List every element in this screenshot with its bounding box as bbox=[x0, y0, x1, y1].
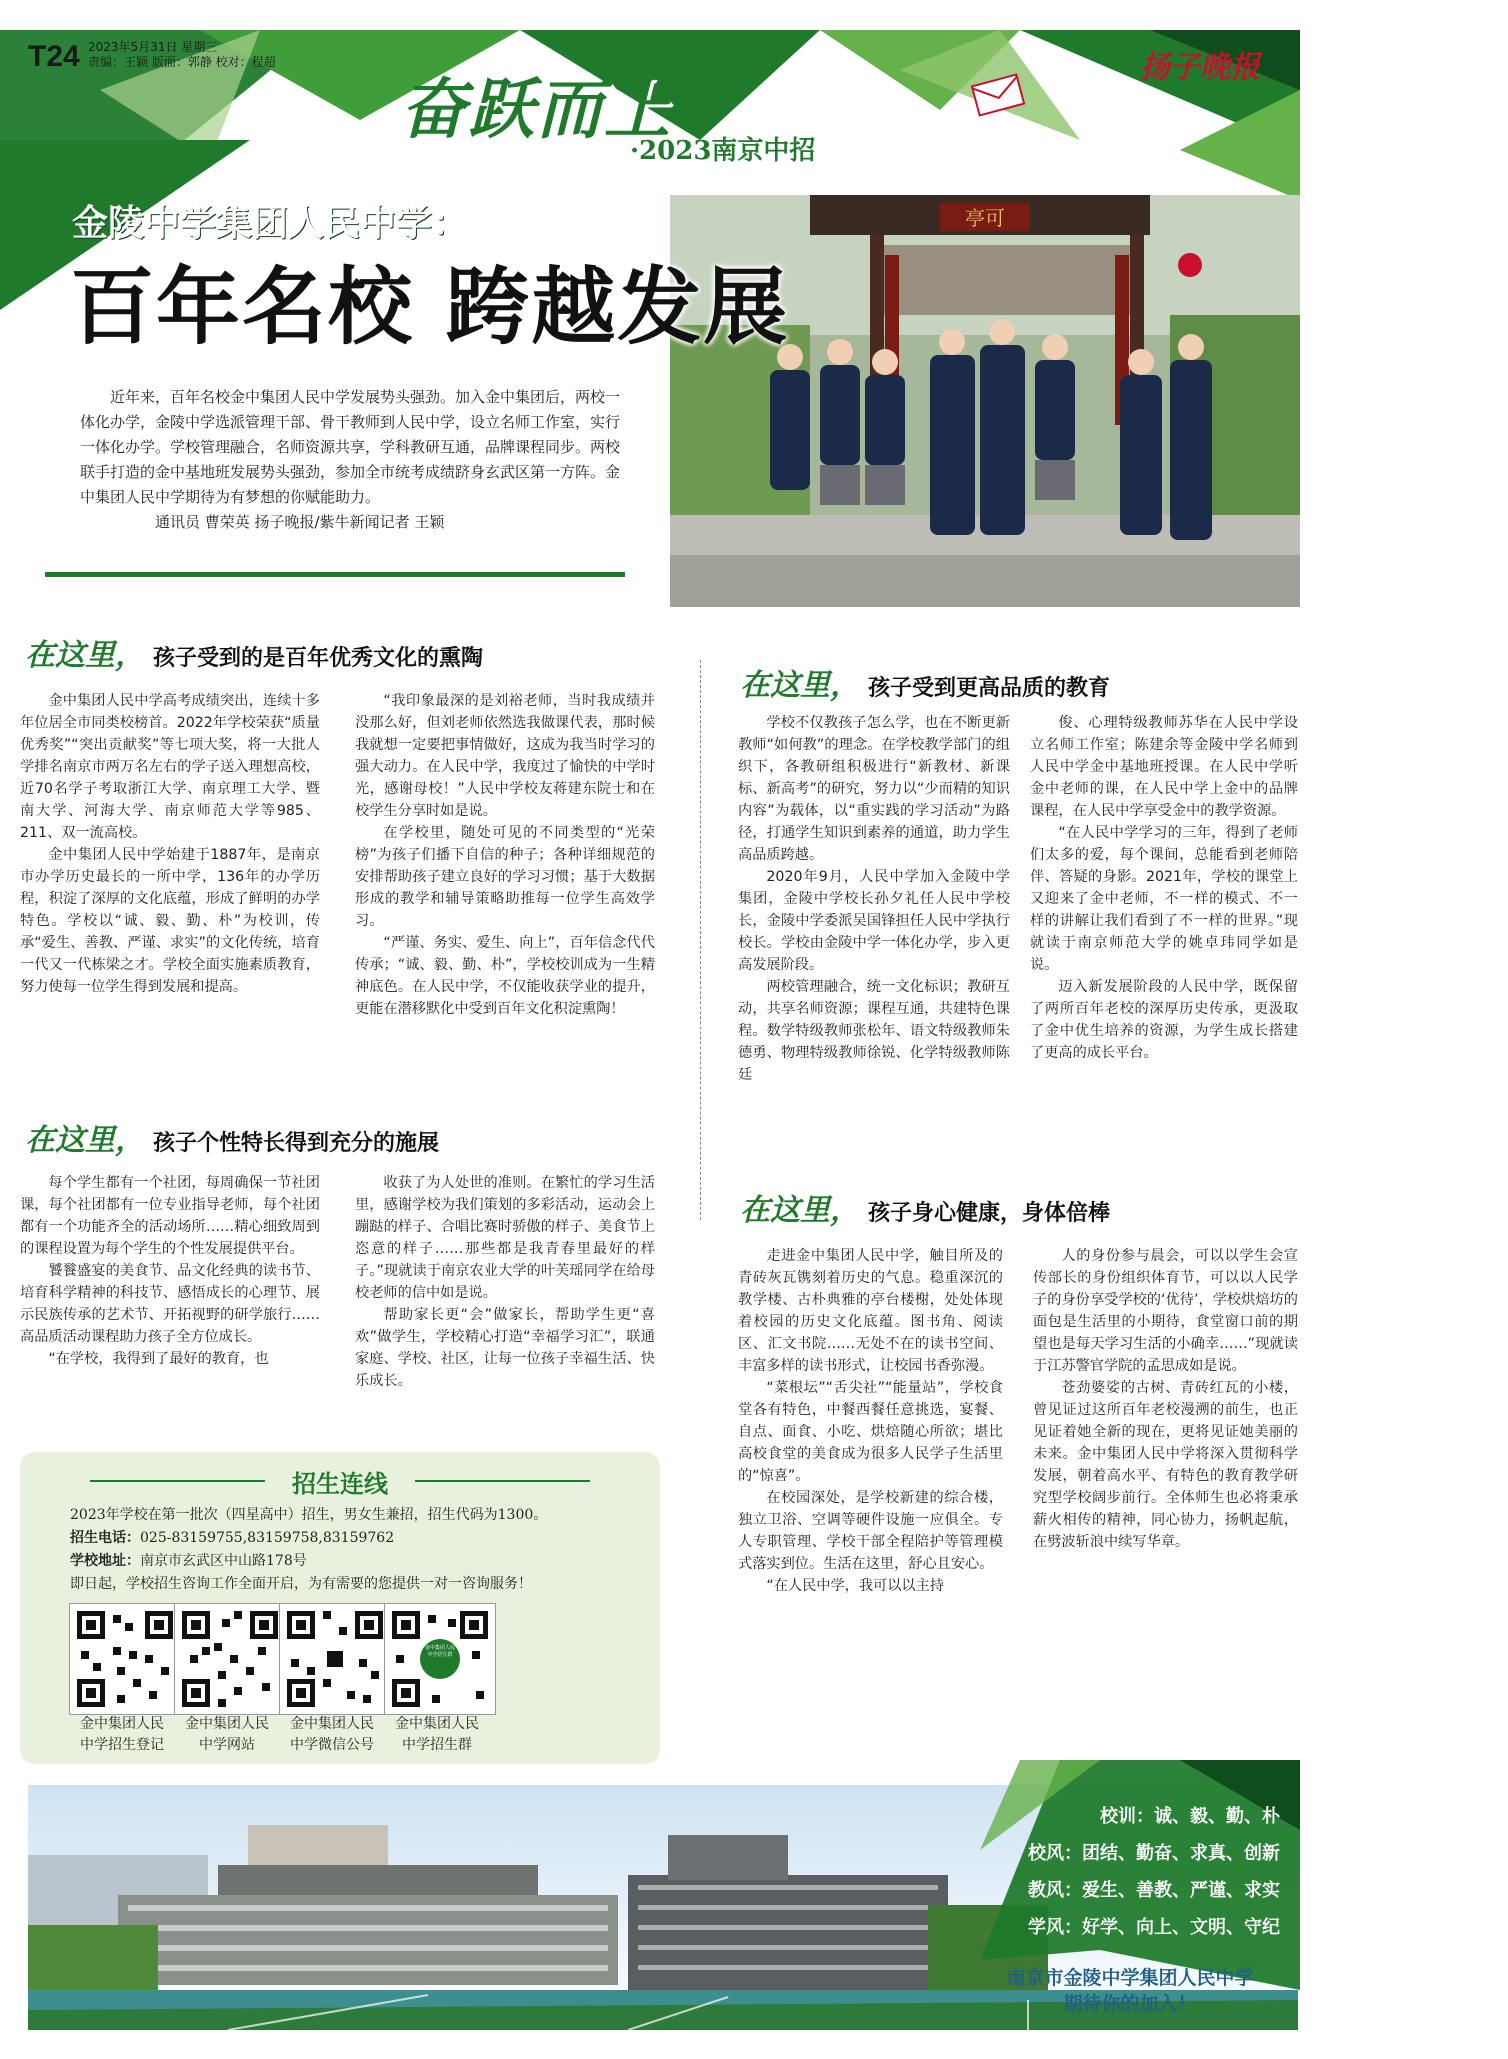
address-value: 南京市玄武区中山路178号 bbox=[140, 1553, 307, 1569]
qr-caption-line: 中学招生登记 bbox=[80, 1737, 164, 1753]
paragraph: 金中集团人民中学始建于1887年，是南京市办学历史最长的一所中学，136年的办学历程，积淀了深厚的文化底蕴，形成了鲜明的办学特色。学校以“诚、毅、勤、朴”为校训，传承“爱生、善教、严谨、求实”的文化传统，培育一代又一代栋梁之才。学校全面实施素质教育，努力使每一位学生得到发展和提高。 bbox=[20, 847, 320, 995]
section-1-zai: 在这里， bbox=[25, 638, 145, 673]
qr-4-badge: 金中集团人民中学招生群 bbox=[424, 1645, 455, 1658]
motto-school-spirit: 校风：团结、勤奋、求真、创新 bbox=[1028, 1843, 1280, 1864]
section-2-zai: 在这里， bbox=[25, 1123, 145, 1158]
paragraph: 两校管理融合，统一文化标识；教研互动，共享名师资源；课程互通，共建特色课程。数学特级教师张松年、语文特级教师朱德勇、物理特级教师徐锐、化学特级教师陈廷 bbox=[738, 979, 1010, 1083]
paragraph: 饕餮盛宴的美食节、品文化经典的读书节、培育科学精神的科技节、感悟成长的心理节、展示民族传承的艺术节、开拓视野的研学旅行……高品质活动课程助力孩子全方位成长。 bbox=[20, 1263, 320, 1345]
section-3-col-b bbox=[1030, 712, 1298, 1064]
recruit-title: 招生连线 bbox=[292, 1469, 388, 1498]
paragraph: 2020年9月，人民中学加入金陵中学集团，金陵中学校长孙夕礼任人民中学校长，金陵中学委派吴国锋担任人民中学执行校长。学校由金陵中学一体化办学，步入更高发展阶段。 bbox=[738, 869, 1010, 973]
section-4-heading bbox=[740, 1185, 1110, 1229]
address-label: 学校地址： bbox=[70, 1553, 140, 1569]
recruit-line-1: 2023年学校在第一批次（四星高中）招生，男女生兼招，招生代码为1300。 bbox=[70, 1507, 548, 1523]
paragraph: “在学校，我得到了最好的教育，也 bbox=[48, 1351, 269, 1367]
qr-caption-line: 金中集团人民 bbox=[80, 1716, 164, 1732]
page-number: T24 bbox=[28, 40, 80, 73]
paragraph: 走进金中集团人民中学，触目所及的青砖灰瓦镌刻着历史的气息。稳重深沉的教学楼、古朴典雅的亭台楼榭，处处体现着校园的历史文化底蕴。图书角、阅读区、汇文书院……无处不在的读书空间、丰富多样的读书形式，让校园书香弥漫。 bbox=[738, 1248, 1003, 1374]
paragraph: “在人民中学学习的三年，得到了老师们太多的爱，每个课间，总能看到老师陪伴、答疑的身影。2021年，学校的课堂上又迎来了金中老师，不一样的模式、不一样的讲解让我们看到了不一样的世界。”现就读于南京师范大学的姚卓玮同学如是说。 bbox=[1030, 825, 1298, 973]
paragraph: 金中集团人民中学高考成绩突出，连续十多年位居全市同类校榜首。2022年学校荣获“质量优秀奖”“突出贡献奖”等七项大奖，将一大批人学排名南京市两万名左右的学子送入理想高校，近70名学子考取浙江大学、南京理工大学、暨南大学、河海大学、南京师范大学等985、211、双一流高校。 bbox=[20, 693, 320, 841]
recruit-line-4: 即日起，学校招生咨询工作全面开启，为有需要的您提供一对一咨询服务！ bbox=[70, 1576, 532, 1592]
paragraph: 在校园深处，是学校新建的综合楼，独立卫浴、空调等硬件设施一应俱全。专人专职管理、学校干部全程陪护等管理模式落实到位。生活在这里，舒心且安心。 bbox=[738, 1490, 1003, 1572]
qr-pattern-icon bbox=[283, 1607, 387, 1711]
section-4-col-a bbox=[738, 1245, 1003, 1597]
qr-caption-line: 金中集团人民 bbox=[395, 1716, 479, 1732]
motto-study-style: 学风：好学、向上、文明、守纪 bbox=[1028, 1917, 1280, 1938]
lede-text: 近年来，百年名校金中集团人民中学发展势头强劲。加入金中集团后，两校一体化办学，金陵中学选派管理干部、骨干教师到人民中学，设立名师工作室，实行一体化办学。学校管理融合，名师资源共享，学科教研互通，品牌课程同步。两校联手打造的金中基地班发展势头强劲，参加全市统考成绩跻身玄武区第一方阵。金中集团人民中学期待为有梦想的你赋能助力。 bbox=[80, 388, 621, 506]
motto-teaching-style: 教风：爱生、善教、严谨、求实 bbox=[1028, 1880, 1280, 1901]
section-4-zai: 在这里， bbox=[740, 1193, 860, 1228]
banner-title: 奋跃而上 bbox=[400, 71, 672, 148]
paragraph: 俊、心理特级教师苏华在人民中学设立名师工作室；陈建余等金陵中学名师到人民中学金中基地班授课。在人民中学听金中老师的课，在人民中学上金中的品牌课程，在人民中学享受金中的教学资源。 bbox=[1030, 715, 1298, 819]
paragraph: “在人民中学，我可以以主持 bbox=[766, 1578, 944, 1594]
section-3-title: 孩子受到更高品质的教育 bbox=[868, 676, 1111, 701]
paragraph: 每个学生都有一个社团，每周确保一节社团课，每个社团都有一位专业指导老师，每个社团都有一个功能齐全的活动场所……精心细致周到的课程设置为每个学生的个性发展提供平台。 bbox=[20, 1175, 320, 1257]
qr-caption-line: 金中集团人民 bbox=[185, 1716, 269, 1732]
paragraph: “菜根坛”“舌尖社”“能量站”，学校食堂各有特色，中餐西餐任意挑选，宴餐、自点、面食、小吃、烘焙随心所欲；堪比高校食堂的美食成为很多人民学子生活里的“惊喜”。 bbox=[738, 1380, 1003, 1484]
qr-code-4[interactable] bbox=[385, 1604, 495, 1714]
phone-label: 招生电话： bbox=[70, 1530, 140, 1546]
paragraph: 迈入新发展阶段的人民中学，既保留了两所百年老校的深厚历史传承，更汲取了金中优生培养的资源，为学生成长搭建了更高的成长平台。 bbox=[1030, 979, 1298, 1061]
section-2-heading bbox=[25, 1115, 439, 1159]
paragraph: “严谨、务实、爱生、向上”，百年信念代代传承；“诚、毅、勤、朴”，学校校训成为一生精神底色。在人民中学，不仅能收获学业的提升，更能在潜移默化中受到百年文化积淀熏陶！ bbox=[355, 935, 655, 1017]
qr-4-caption bbox=[367, 1714, 507, 1756]
page-meta bbox=[88, 40, 276, 70]
paragraph: 苍劲婆娑的古树、青砖红瓦的小楼，曾见证过这所百年老校漫溯的前生，也正见证着她全新的现在，更将见证她美丽的未来。金中集团人民中学将深入贯彻科学发展，朝着高水平、有特色的教育教学研究型学校阔步前行。全体师生也必将秉承薪火相传的精神，同心协力，扬帆起航，在劈波斩浪中续写华章。 bbox=[1033, 1380, 1298, 1550]
qr-pattern-icon bbox=[388, 1607, 492, 1711]
section-3-heading bbox=[740, 660, 1110, 704]
article-lede bbox=[80, 385, 620, 535]
qr-caption-line: 中学网站 bbox=[199, 1737, 255, 1753]
section-1-title: 孩子受到的是百年优秀文化的熏陶 bbox=[153, 646, 484, 671]
phone-value: 025-83159755,83159758,83159762 bbox=[140, 1530, 395, 1546]
recruit-address bbox=[70, 1550, 650, 1573]
section-3-zai: 在这里， bbox=[740, 668, 860, 703]
pavilion-plaque: 亭可 bbox=[965, 206, 1005, 230]
qr-caption-line: 金中集团人民 bbox=[290, 1716, 374, 1732]
paragraph: 收获了为人处世的准则。在繁忙的学习生活里，感谢学校为我们策划的多彩活动，运动会上蹦跶的样子、合唱比赛时骄傲的样子、美食节上恣意的样子……那些都是我青春里最好的样子。”现就读于南京农业大学的叶芙瑶同学在给母校老师的信中如是说。 bbox=[355, 1175, 655, 1301]
section-4-col-b bbox=[1033, 1245, 1298, 1553]
paragraph: 学校不仅教孩子怎么学，也在不断更新教师“如何教”的理念。在学校教学部门的组织下，各教研组积极进行“新教材、新课标、新高考”的研究，努力以“少而精的知识内容”为载体，以“重实践的学习活动”为路径，打通学生知识到素养的通道，助力学生高品质跨越。 bbox=[738, 715, 1010, 863]
recruit-phone bbox=[70, 1527, 650, 1550]
qr-pattern-icon bbox=[73, 1607, 177, 1711]
article-headline: 百年名校 跨越发展 bbox=[70, 258, 790, 356]
qr-code-3[interactable] bbox=[280, 1604, 390, 1714]
article-byline: 通讯员 曹荣英 扬子晚报/紫牛新闻记者 王颖 bbox=[155, 513, 445, 531]
qr-pattern-icon bbox=[178, 1607, 282, 1711]
page-editors: 责编：王颖 版面：郭静 校对：程超 bbox=[88, 55, 276, 69]
welcome-line-2: 期待你的加入！ bbox=[1063, 1993, 1197, 2015]
section-2-col-b bbox=[355, 1172, 655, 1392]
school-motto bbox=[1015, 1782, 1300, 1952]
paragraph: 人的身份参与晨会，可以以学生会宣传部长的身份组织体育节，可以以人民学子的身份享受学校的‘优待’，学校烘焙坊的面包是生活里的小期待，食堂窗口前的期望也是每天学习生活的小确幸……”现就读于江苏警官学院的孟思成如是说。 bbox=[1033, 1248, 1298, 1374]
lede-rule bbox=[45, 572, 625, 577]
section-1-col-b bbox=[355, 690, 655, 1020]
motto-school-motto: 校训：诚、毅、勤、朴 bbox=[1100, 1806, 1280, 1827]
paragraph: 帮助家长更“会”做家长，帮助学生更“喜欢”做学生，学校精心打造“幸福学习汇”，联通家庭、学校、社区，让每一位孩子幸福生活、快乐成长。 bbox=[355, 1307, 655, 1389]
welcome-line-1: 南京市金陵中学集团人民中学 bbox=[1006, 1967, 1254, 1989]
section-3-col-a bbox=[738, 712, 1010, 1086]
section-1-col-a bbox=[20, 690, 320, 998]
banner-subtitle: ·2023南京中招 bbox=[630, 136, 816, 166]
welcome-message bbox=[960, 1965, 1300, 2017]
paragraph: 在学校里，随处可见的不同类型的“光荣榜”为孩子们播下自信的种子；各种详细规范的安排帮助孩子建立良好的学习习惯；基于大数据形成的教学和辅导策略助推每一位学生高效学习。 bbox=[355, 825, 655, 929]
column-divider bbox=[700, 660, 701, 1220]
qr-code-2[interactable] bbox=[175, 1604, 285, 1714]
section-2-col-a bbox=[20, 1172, 320, 1370]
recruit-text bbox=[70, 1504, 650, 1596]
qr-caption-line: 中学微信公号 bbox=[290, 1737, 374, 1753]
section-2-title: 孩子个性特长得到充分的施展 bbox=[153, 1131, 440, 1156]
article-kicker: 金陵中学集团人民中学： bbox=[72, 202, 469, 244]
newspaper-logo: 扬子晚报 bbox=[1140, 50, 1260, 85]
qr-caption-line: 中学招生群 bbox=[402, 1737, 472, 1753]
recruit-box bbox=[20, 1452, 660, 1764]
page-date: 2023年5月31日 星期三 bbox=[88, 40, 218, 54]
qr-code-1[interactable] bbox=[70, 1604, 180, 1714]
section-1-heading bbox=[25, 630, 483, 674]
paragraph: “我印象最深的是刘裕老师，当时我成绩并没那么好，但刘老师依然选我做课代表，那时候我就想一定要把事情做好，这成为我当时学习的强大动力。在人民中学，我度过了愉快的中学时光，感谢母校！”人民中学校友蒋建东院士和在校学生分享时如是说。 bbox=[355, 693, 655, 819]
section-4-title: 孩子身心健康，身体倍棒 bbox=[868, 1201, 1111, 1226]
